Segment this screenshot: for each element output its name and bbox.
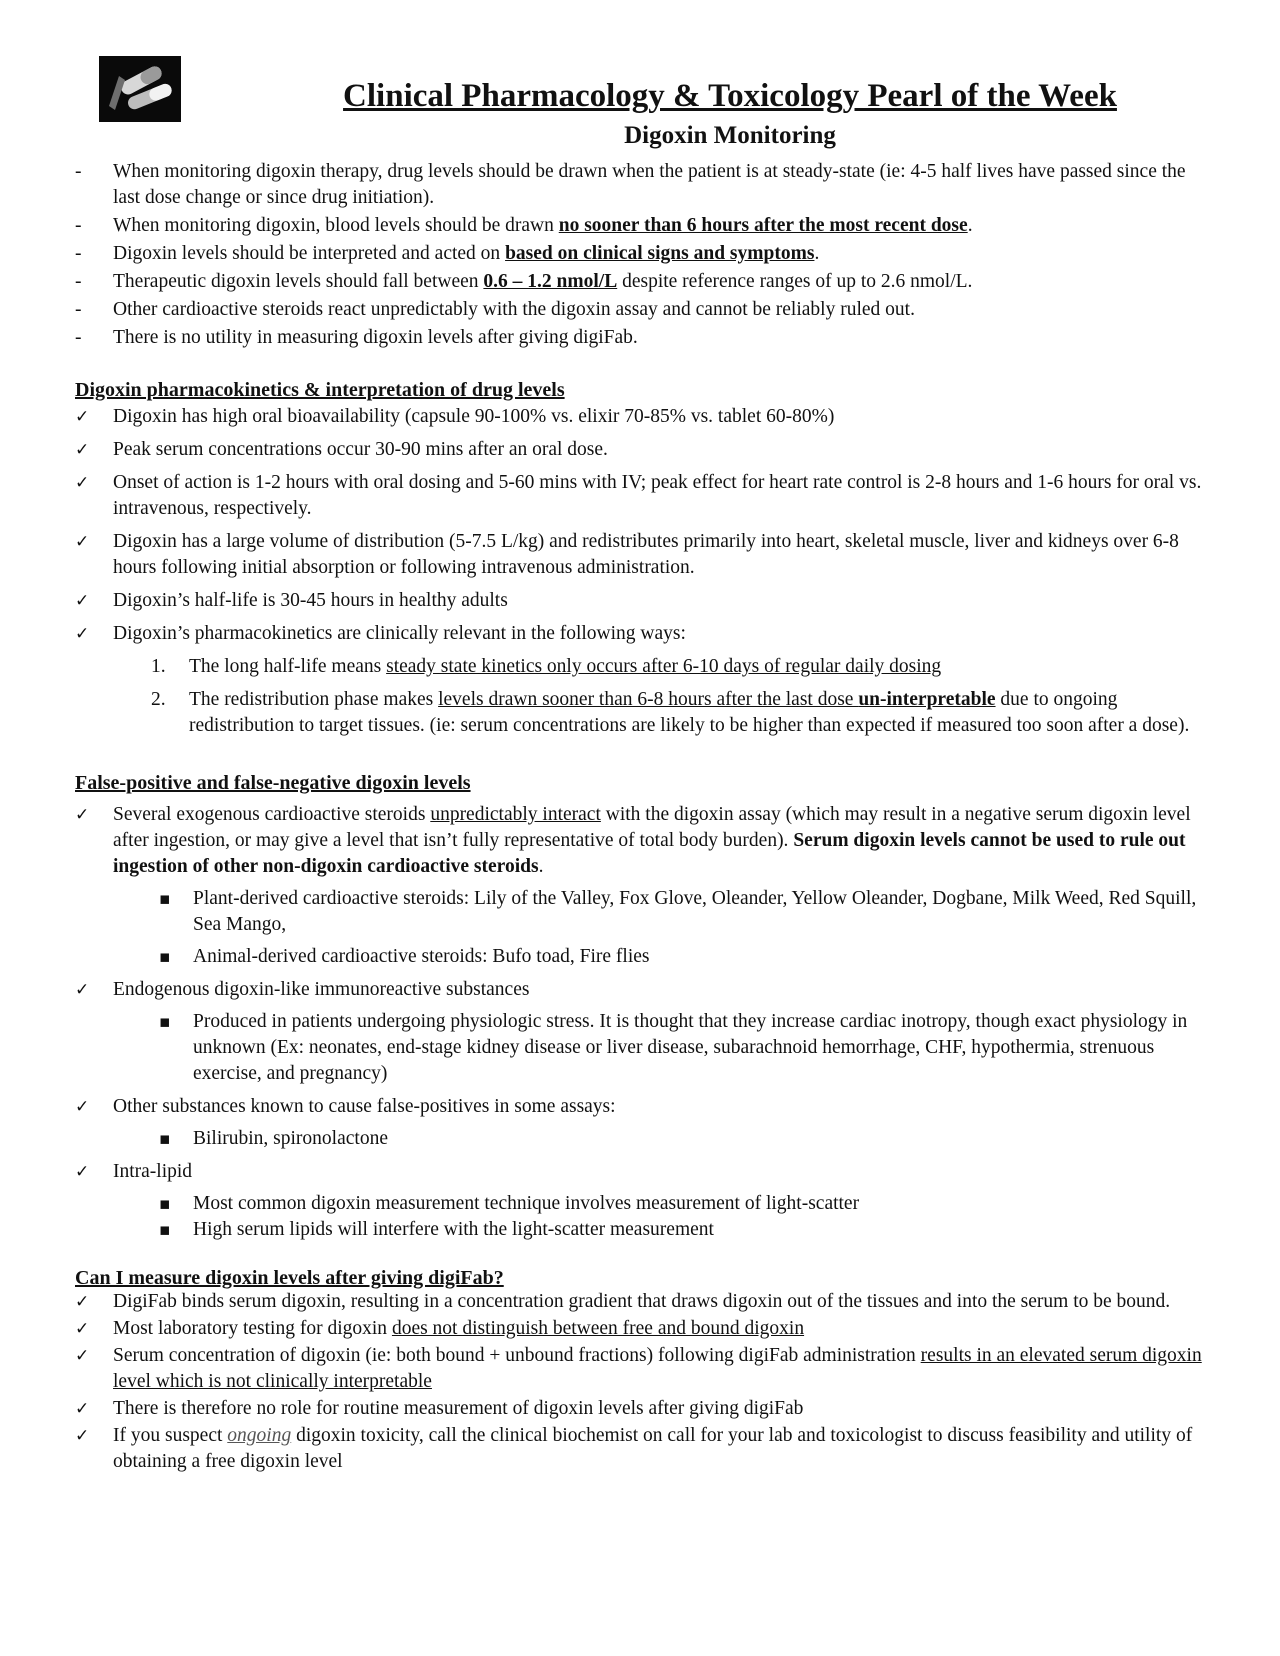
- section-heading-pharmacokinetics: Digoxin pharmacokinetics & interpretation of drug levels: [75, 379, 565, 401]
- list-item: - Digoxin levels should be interpreted and acted on based on clinical signs and symptoms.: [75, 241, 1205, 267]
- numbered-list: [113, 654, 1205, 739]
- list-item: ▪ Bilirubin, spironolactone: [151, 1126, 1205, 1152]
- list-item: - There is no utility in measuring digoxin levels after giving digiFab.: [75, 325, 1205, 351]
- pill-capsule-logo: [99, 56, 181, 122]
- list-item: ▪ Produced in patients undergoing physiologic stress. It is thought that they increase cardiac inotropy, though exact physiology in unknown (Ex: neonates, end-stage kidney disease or liver disease, subarachnoid hemorrhage, CHF, hypothermia, strenuous exercise, and pregnancy): [151, 1009, 1205, 1087]
- list-item: - Other cardioactive steroids react unpredictably with the digoxin assay and cannot be reliably ruled out.: [75, 297, 1205, 323]
- section-heading-false-levels: False-positive and false-negative digoxin levels: [75, 772, 471, 794]
- list-item: ▪ Plant-derived cardioactive steroids: Lily of the Valley, Fox Glove, Oleander, Yellow Oleander, Dogbane, Milk Weed, Red Squill, Sea Mango,: [151, 886, 1205, 938]
- intro-list: [75, 159, 1205, 351]
- list-item: 2. The redistribution phase makes levels drawn sooner than 6-8 hours after the last dose un-interpretable due to ongoing redistribution to target tissues. (ie: serum concentrations are likely to be higher than expected if measured too soon after a dose).: [151, 689, 1190, 736]
- false-levels-list: [75, 802, 1205, 1243]
- list-item: ✓ If you suspect ongoing digoxin toxicity, call the clinical biochemist on call for your lab and toxicologist to discuss feasibility and utility of obtaining a free digoxin level: [75, 1423, 1205, 1475]
- sub-list: [113, 1126, 1205, 1152]
- list-item: ✓ Peak serum concentrations occur 30-90 mins after an oral dose.: [75, 437, 1205, 463]
- sub-list: [113, 1191, 1205, 1243]
- list-item: ✓ Endogenous digoxin-like immunoreactive substances ▪ Produced in patients undergoing physiologic stress. It is thought that they increase cardiac inotropy, though exact physiology in unknown (Ex: neonates, end-stage kidney disease or liver disease, subarachnoid hemorrhage, CHF, hypothermia, strenuous exercise, and pregnancy): [75, 977, 1205, 1087]
- page-subtitle: Digoxin Monitoring: [624, 122, 836, 149]
- list-item: - Therapeutic digoxin levels should fall between 0.6 – 1.2 nmol/L despite reference ranges of up to 2.6 nmol/L.: [75, 269, 1205, 295]
- capsule-icon: [99, 56, 181, 122]
- list-item: ✓ Digoxin has a large volume of distribution (5-7.5 L/kg) and redistributes primarily into heart, skeletal muscle, liver and kidneys over 6-8 hours following initial absorption or following intravenous administration.: [75, 529, 1205, 581]
- list-item: 1. The long half-life means steady state kinetics only occurs after 6-10 days of regular daily dosing: [151, 656, 942, 677]
- list-item: ✓ DigiFab binds serum digoxin, resulting in a concentration gradient that draws digoxin out of the tissues and into the serum to be bound.: [75, 1289, 1205, 1315]
- list-item: - When monitoring digoxin therapy, drug levels should be drawn when the patient is at steady-state (ie: 4-5 half lives have passed since the last dose change or since drug initiation).: [75, 159, 1205, 211]
- list-item: ✓ There is therefore no role for routine measurement of digoxin levels after giving digiFab: [75, 1396, 1205, 1422]
- list-item: ✓ Other substances known to cause false-positives in some assays: ▪ Bilirubin, spironolactone: [75, 1094, 1205, 1152]
- list-item: ✓ Digoxin has high oral bioavailability (capsule 90-100% vs. elixir 70-85% vs. tablet 60-80%): [75, 404, 1205, 430]
- pharmacokinetics-list: [75, 404, 1205, 739]
- list-item: ✓ Intra-lipid ▪ Most common digoxin measurement technique involves measurement of light-scatter ▪ High serum lipids will interfere with the light-scatter measurement: [75, 1159, 1205, 1243]
- list-item: ✓ Most laboratory testing for digoxin does not distinguish between free and bound digoxin: [75, 1316, 1205, 1342]
- list-item: ✓ Digoxin’s pharmacokinetics are clinically relevant in the following ways: 1. The long half-life means steady state kinetics only occurs after 6-10 days of regular daily dosing 2. The redistribution phase makes levels drawn sooner than 6-8 hours after the last dose un-interpretable due to ongoing redistribution to target tissues. (ie: serum concentrations are likely to be higher than expected if measured too soon after a dose).: [75, 621, 1205, 739]
- sub-list: [113, 1009, 1205, 1087]
- list-item: ▪ Most common digoxin measurement technique involves measurement of light-scatter: [151, 1191, 1205, 1217]
- digifab-list: [75, 1289, 1205, 1475]
- list-item: ✓ Digoxin’s half-life is 30-45 hours in healthy adults: [75, 588, 1205, 614]
- list-item: ✓ Onset of action is 1-2 hours with oral dosing and 5-60 mins with IV; peak effect for heart rate control is 2-8 hours and 1-6 hours for oral vs. intravenous, respectively.: [75, 470, 1205, 522]
- list-item: ▪ Animal-derived cardioactive steroids: Bufo toad, Fire flies: [151, 944, 1205, 970]
- list-item: ✓ Several exogenous cardioactive steroids unpredictably interact with the digoxin assay (which may result in a negative serum digoxin level after ingestion, or may give a level that isn’t fully representative of total body burden). Serum digoxin levels cannot be used to rule out ingestion of other non-digoxin cardioactive steroids. ▪ Plant-derived cardioactive steroids: Lily of the Valley, Fox Glove, Oleander, Yellow Oleander, Dogbane, Milk Weed, Red Squill, Sea Mango, ▪ Animal-derived cardioactive steroids: Bufo toad, Fire flies: [75, 802, 1205, 970]
- list-item: ▪ High serum lipids will interfere with the light-scatter measurement: [151, 1217, 1205, 1243]
- section-heading-digifab: Can I measure digoxin levels after giving digiFab?: [75, 1267, 504, 1289]
- document-body: [75, 159, 1205, 1475]
- sub-list: [113, 886, 1205, 970]
- list-item: - When monitoring digoxin, blood levels should be drawn no sooner than 6 hours after the most recent dose.: [75, 213, 1205, 239]
- list-item: ✓ Serum concentration of digoxin (ie: both bound + unbound fractions) following digiFab administration results in an elevated serum digoxin level which is not clinically interpretable: [75, 1343, 1205, 1395]
- page-title: Clinical Pharmacology & Toxicology Pearl of the Week: [343, 78, 1117, 114]
